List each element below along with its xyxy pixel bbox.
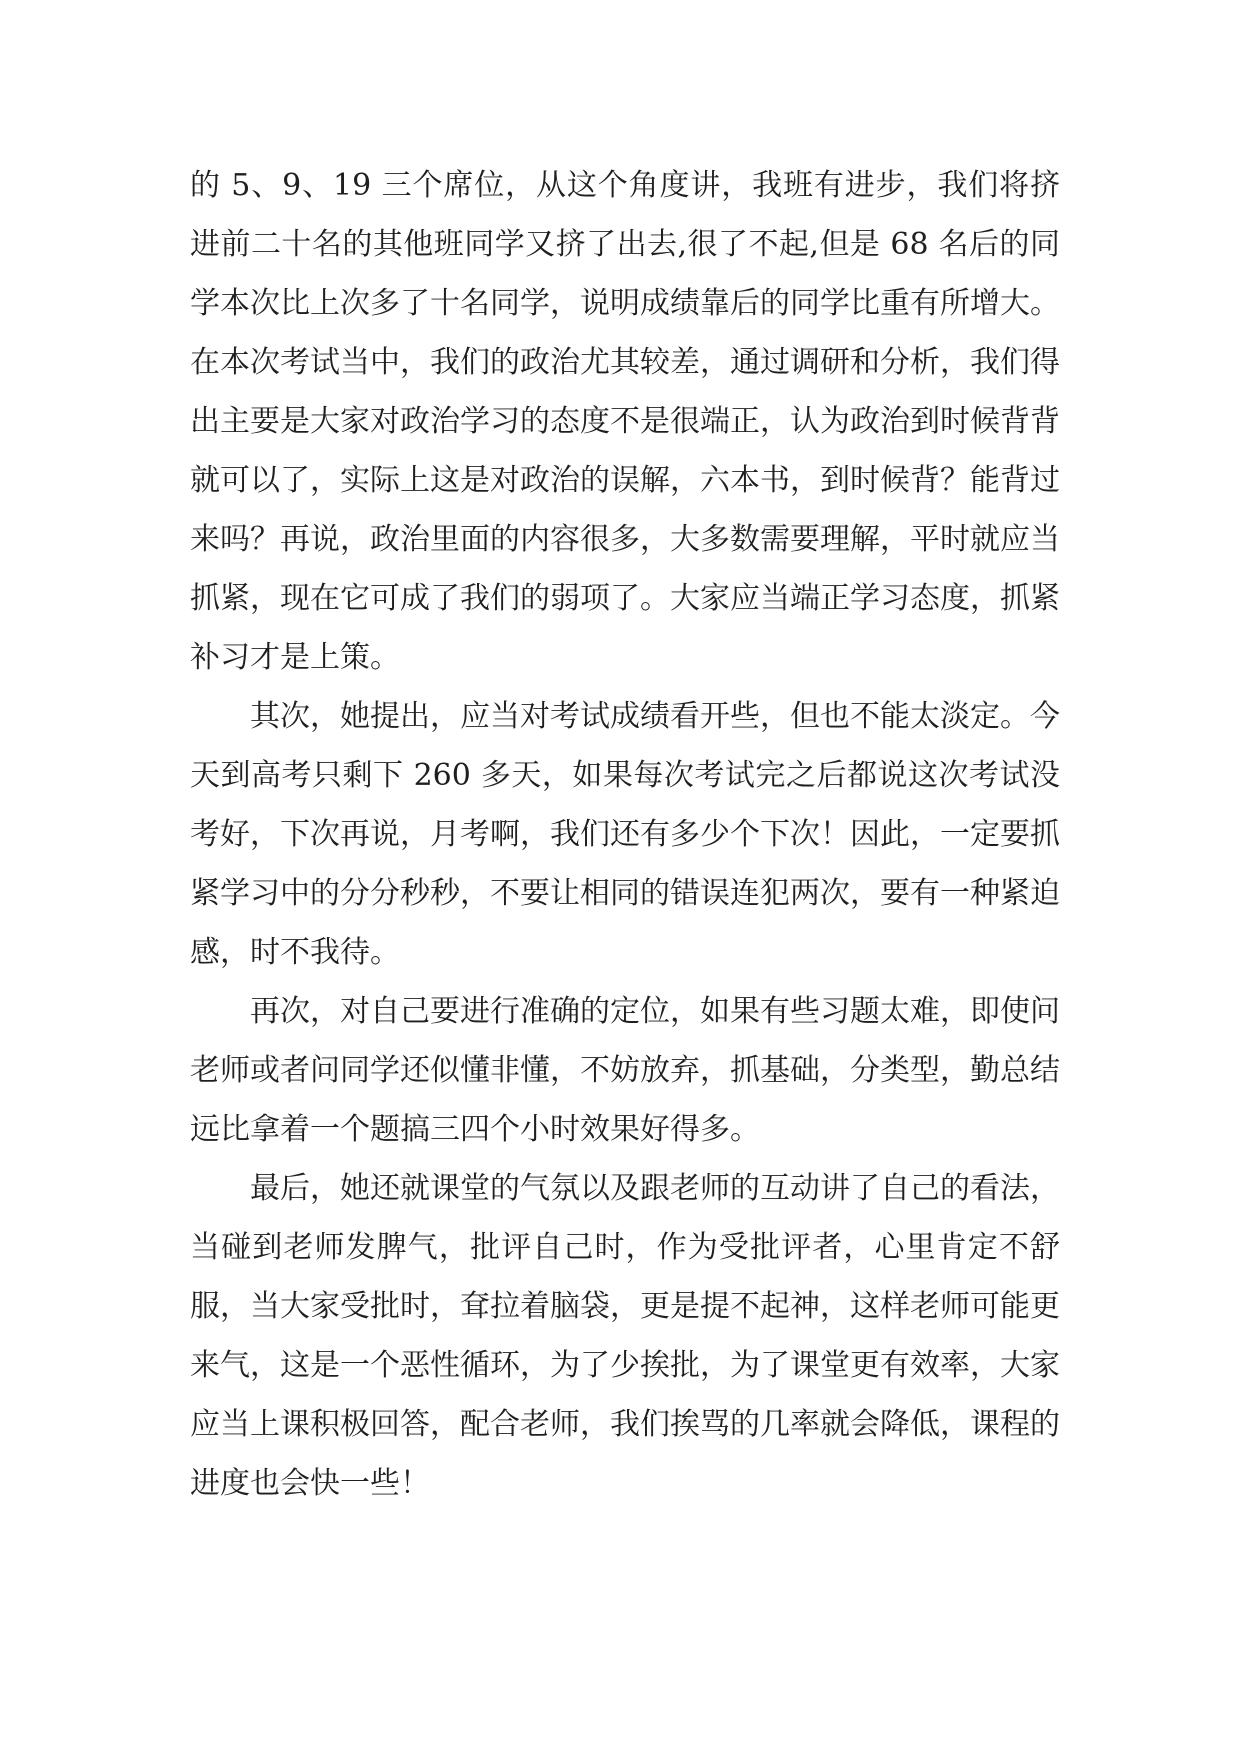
paragraph-secondly: 其次，她提出，应当对考试成绩看开些，但也不能太淡定。今天到高考只剩下 260 多天，如果每次考试完之后都说这次考试没考好，下次再说，月考啊，我们还有多少个下次！因此，一定要抓紧学习中的分分秒秒，不要让相同的错误连犯两次，要有一种紧迫感，时不我待。 — [190, 699, 1060, 970]
paragraph-thirdly: 再次，对自己要进行准确的定位，如果有些习题太难，即使问老师或者问同学还似懂非懂，不妨放弃，抓基础，分类型，勤总结远比拿着一个题搞三四个小时效果好得多。 — [190, 994, 1060, 1147]
paragraph-finally: 最后，她还就课堂的气氛以及跟老师的互动讲了自己的看法，当碰到老师发脾气，批评自己时，作为受批评者，心里肯定不舒服，当大家受批时，耷拉着脑袋，更是提不起神，这样老师可能更来气，这是一个恶性循环，为了少挨批，为了课堂更有效率，大家应当上课积极回答，配合老师，我们挨骂的几率就会降低，课程的进度也会快一些！ — [190, 1171, 1060, 1501]
document-body — [190, 156, 1060, 1513]
paragraph-continuation: 的 5、9、19 三个席位，从这个角度讲，我班有进步，我们将挤进前二十名的其他班同学又挤了出去,很了不起,但是 68 名后的同学本次比上次多了十名同学，说明成绩靠后的同学比重有所增大。在本次考试当中，我们的政治尤其较差，通过调研和分析，我们得出主要是大家对政治学习的态度不是很端正，认为政治到时候背背就可以了，实际上这是对政治的误解，六本书，到时候背？能背过来吗？再说，政治里面的内容很多，大多数需要理解，平时就应当抓紧，现在它可成了我们的弱项了。大家应当端正学习态度，抓紧补习才是上策。 — [190, 168, 1060, 675]
